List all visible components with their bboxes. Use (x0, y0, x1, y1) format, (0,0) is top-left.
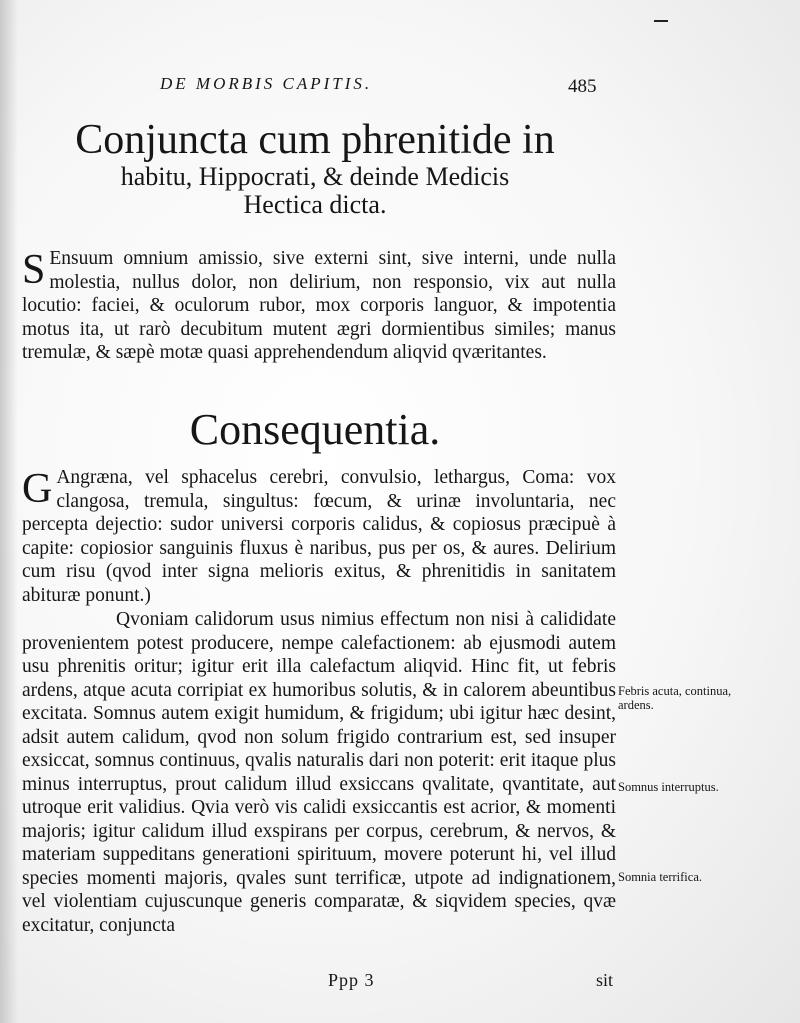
paragraph-symptoms (22, 247, 616, 365)
page-number: 485 (568, 76, 597, 97)
signature-mark: Ppp 3 (328, 970, 375, 990)
drop-cap-s: S (22, 247, 46, 293)
chapter-title-line-1: Conjuncta cum phrenitide in (75, 117, 555, 163)
paragraph-explanation: Qvoniam calidorum usus nimius effectum non nisi à calididate provenientem potest producere, nempe calefactionem: ab ejusmodi autem usu phrenitis oritur; igitur erit illa calefactum aliqvid. Hinc fit, ut febris ardens, atque acuta corripiat ex humoribus solutis, & in calorem abeuntibus excitata. Somnus autem exigit humidum, & frigidum; ubi igitur hæc desint, adsit autem calidum, qvod non solum frigido contrarium est, sed insuper exsiccat, somnus continuus, qvalis naturalis dari non poterit: erit itaque plus minus interruptus, prout calidum illud exsiccans qvalitate, qvantitate, aut utroque erit validius. Qvia verò vis calidi exsiccantis est acrior, & momenti majoris; igitur calidum illud exspirans per corpus, cerebrum, & nervos, & materiam suppeditans generationi spirituum, movere poterunt hi, vel illud species momenti majoris, qvales sunt terrificæ, utpote ad indignationem, vel violentiam cujuscunque generis comparatæ, & siqvidem species, qvæ excitatur, conjuncta (22, 609, 616, 936)
section-heading: Consequentia. (189, 405, 441, 454)
paragraph-consequences (22, 466, 616, 607)
chapter-title (20, 118, 610, 220)
chapter-title-line-2: habitu, Hippocrati, & deinde Medicis (120, 162, 510, 192)
paragraph-symptoms-text: Ensuum omnium amissio, sive externi sint, sive interni, unde nulla molestia, nullus dolor, non delirium, non responsio, vix aut nulla locutio: faciei, & oculorum rubor, mox corporis languor, & impotentia motus ita, ut rarò decubitum mutent ægri dormientibus similes; manus tremulæ, & sæpè motæ quasi apprehendendum aliqvid qværitantes. (22, 248, 616, 363)
paragraph-consequences-text: Angræna, vel sphacelus cerebri, convulsio, lethargus, Coma: vox clangosa, tremula, singultus: fœcum, & urinæ involuntaria, nec percepta dejectio: sudor universi corporis calidus, & copiosus præcipuè à capite: copiosior sanguinis fluxus è naribus, pus per os, & aures. Delirium cum risu (qvod inter signa melioris exitus, & phrenitidis in sanitatem abituræ ponunt.) (22, 467, 616, 606)
chapter-title-line-3: Hectica dicta. (243, 190, 387, 220)
drop-cap-g: G (22, 466, 53, 512)
catchword: sit (596, 970, 614, 990)
marginal-note-fever: Febris acuta, continua, ardens. (618, 684, 732, 712)
marginal-note-dreams: Somnia terrifica. (618, 870, 702, 884)
marginal-note-sleep: Somnus interruptus. (618, 780, 719, 794)
corner-mark (654, 20, 668, 22)
running-head: DE MORBIS CAPITIS. (160, 74, 373, 93)
